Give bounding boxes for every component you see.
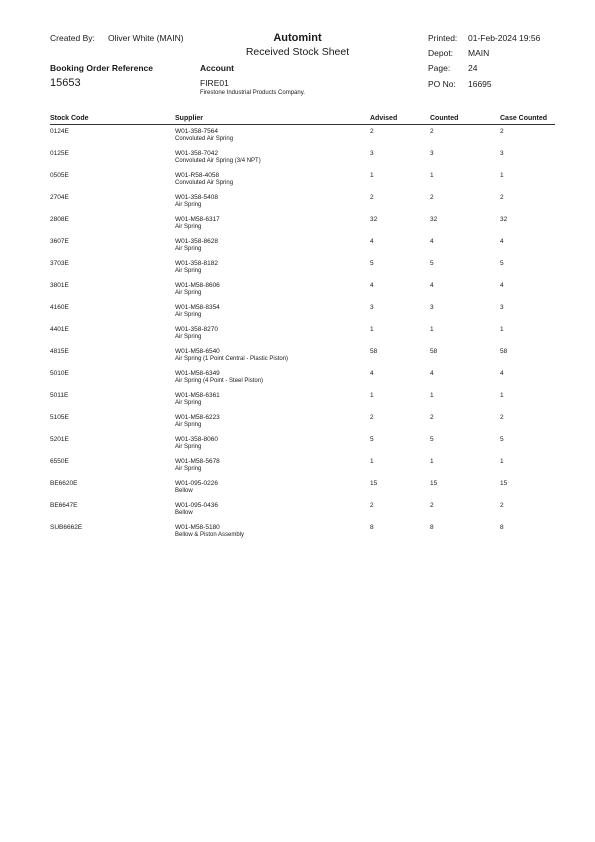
advised-qty: 58: [370, 348, 378, 355]
counted-qty: 1: [430, 326, 434, 333]
case-counted-qty: 1: [500, 172, 504, 179]
table-row: [0, 524, 595, 544]
col-counted: Counted: [430, 115, 459, 122]
stock-code: 0124E: [50, 128, 69, 135]
counted-qty: 3: [430, 150, 434, 157]
case-counted-qty: 1: [500, 326, 504, 333]
case-counted-qty: 58: [500, 348, 508, 355]
case-counted-qty: 2: [500, 502, 504, 509]
advised-qty: 4: [370, 282, 374, 289]
booking-order-label: Booking Order Reference: [50, 63, 153, 73]
company-name: Automint: [273, 32, 322, 44]
stock-code: 5010E: [50, 370, 69, 377]
table-row: [0, 150, 595, 170]
created-by-value: Oliver White (MAIN): [108, 33, 184, 43]
stock-code: BE6620E: [50, 480, 78, 487]
table-row: [0, 370, 595, 390]
stock-code: 5011E: [50, 392, 69, 399]
supplier-code: W01-M58-8606: [175, 282, 220, 289]
advised-qty: 3: [370, 150, 374, 157]
case-counted-qty: 3: [500, 150, 504, 157]
table-row: [0, 216, 595, 236]
case-counted-qty: 2: [500, 128, 504, 135]
created-by-label: Created By:: [50, 33, 95, 43]
case-counted-qty: 5: [500, 436, 504, 443]
stock-code: 3607E: [50, 238, 69, 245]
advised-qty: 2: [370, 128, 374, 135]
table-row: [0, 414, 595, 434]
item-description: Air Spring: [175, 422, 202, 428]
counted-qty: 4: [430, 282, 434, 289]
supplier-code: W01-358-7564: [175, 128, 218, 135]
supplier-code: W01-358-5408: [175, 194, 218, 201]
table-row: [0, 282, 595, 302]
advised-qty: 2: [370, 414, 374, 421]
stock-code: 3703E: [50, 260, 69, 267]
case-counted-qty: 5: [500, 260, 504, 267]
table-row: [0, 348, 595, 368]
stock-code: 4160E: [50, 304, 69, 311]
item-description: Air Spring: [175, 246, 202, 252]
table-row: [0, 238, 595, 258]
stock-code: 4815E: [50, 348, 69, 355]
case-counted-qty: 4: [500, 238, 504, 245]
supplier-code: W01-358-7042: [175, 150, 218, 157]
advised-qty: 1: [370, 326, 374, 333]
item-description: Air Spring: [175, 268, 202, 274]
supplier-code: W01-358-8060: [175, 436, 218, 443]
table-row: [0, 480, 595, 500]
item-description: Air Spring: [175, 290, 202, 296]
supplier-code: W01-358-8628: [175, 238, 218, 245]
counted-qty: 5: [430, 260, 434, 267]
item-description: Air Spring: [175, 334, 202, 340]
col-case-counted: Case Counted: [500, 115, 548, 122]
table-row: [0, 260, 595, 280]
counted-qty: 2: [430, 194, 434, 201]
advised-qty: 1: [370, 392, 374, 399]
item-description: Air Spring: [175, 202, 202, 208]
item-description: Air Spring: [175, 466, 202, 472]
advised-qty: 1: [370, 172, 374, 179]
stock-code: 4401E: [50, 326, 69, 333]
stock-code: 5105E: [50, 414, 69, 421]
supplier-code: W01-M58-6540: [175, 348, 220, 355]
supplier-code: W01-R58-4058: [175, 172, 220, 179]
stock-code: 0505E: [50, 172, 69, 179]
table-row: [0, 502, 595, 522]
sheet-title: Received Stock Sheet: [245, 46, 350, 58]
table-row: [0, 128, 595, 148]
case-counted-qty: 3: [500, 304, 504, 311]
counted-qty: 1: [430, 458, 434, 465]
page-label: Page:: [428, 63, 451, 73]
page-number: 24: [468, 63, 478, 73]
stock-code: SUB6662E: [50, 524, 83, 531]
table-row: [0, 194, 595, 214]
account-label: Account: [200, 63, 234, 73]
case-counted-qty: 32: [500, 216, 508, 223]
item-description: Air Spring: [175, 400, 202, 406]
case-counted-qty: 2: [500, 414, 504, 421]
advised-qty: 15: [370, 480, 378, 487]
counted-qty: 1: [430, 392, 434, 399]
counted-qty: 2: [430, 414, 434, 421]
supplier-code: W01-M58-6349: [175, 370, 220, 377]
col-stock-code: Stock Code: [50, 115, 89, 122]
case-counted-qty: 4: [500, 282, 504, 289]
supplier-company-name: Firestone Industrial Products Company.: [200, 90, 305, 96]
header-divider: [50, 124, 555, 125]
advised-qty: 5: [370, 436, 374, 443]
stock-code: 0125E: [50, 150, 69, 157]
advised-qty: 2: [370, 502, 374, 509]
supplier-code: W01-M58-5180: [175, 524, 220, 531]
printed-value: 01-Feb-2024 19:56: [468, 33, 541, 43]
advised-qty: 4: [370, 238, 374, 245]
advised-qty: 5: [370, 260, 374, 267]
stock-code: 2704E: [50, 194, 69, 201]
depot-label: Depot:: [428, 48, 454, 58]
counted-qty: 5: [430, 436, 434, 443]
item-description: Air Spring: [175, 224, 202, 230]
case-counted-qty: 4: [500, 370, 504, 377]
item-description: Bellow & Piston Assembly: [175, 532, 245, 538]
counted-qty: 3: [430, 304, 434, 311]
counted-qty: 32: [430, 216, 438, 223]
supplier-code: W01-358-8182: [175, 260, 218, 267]
case-counted-qty: 1: [500, 392, 504, 399]
supplier-code: W01-M58-8354: [175, 304, 220, 311]
stock-code: 2808E: [50, 216, 69, 223]
advised-qty: 8: [370, 524, 374, 531]
table-row: [0, 458, 595, 478]
item-description: Convoluted Air Spring (3/4 NPT): [175, 158, 261, 164]
supplier-code: W01-095-0226: [175, 480, 218, 487]
po-number: 16695: [468, 79, 492, 89]
supplier-code: W01-358-8270: [175, 326, 218, 333]
stock-code: 6550E: [50, 458, 69, 465]
stock-code: 3801E: [50, 282, 69, 289]
table-row: [0, 172, 595, 192]
counted-qty: 8: [430, 524, 434, 531]
col-advised: Advised: [370, 115, 398, 122]
booking-order-value: 15653: [50, 77, 81, 89]
supplier-code: W01-M58-6361: [175, 392, 220, 399]
table-row: [0, 436, 595, 456]
account-value: FIRE01: [200, 78, 229, 88]
counted-qty: 4: [430, 370, 434, 377]
advised-qty: 32: [370, 216, 378, 223]
stock-code: BE6647E: [50, 502, 78, 509]
supplier-code: W01-M58-6223: [175, 414, 220, 421]
supplier-code: W01-095-0436: [175, 502, 218, 509]
item-description: Convoluted Air Spring: [175, 136, 234, 142]
item-description: Air Spring (1 Point Central - Plastic Piston): [175, 356, 289, 362]
supplier-code: W01-M58-5678: [175, 458, 220, 465]
advised-qty: 1: [370, 458, 374, 465]
advised-qty: 4: [370, 370, 374, 377]
item-description: Bellow: [175, 488, 193, 494]
depot-value: MAIN: [468, 48, 490, 58]
item-description: Convoluted Air Spring: [175, 180, 234, 186]
counted-qty: 1: [430, 172, 434, 179]
counted-qty: 15: [430, 480, 438, 487]
case-counted-qty: 2: [500, 194, 504, 201]
stock-code: 5201E: [50, 436, 69, 443]
table-row: [0, 326, 595, 346]
counted-qty: 4: [430, 238, 434, 245]
counted-qty: 2: [430, 502, 434, 509]
counted-qty: 2: [430, 128, 434, 135]
case-counted-qty: 1: [500, 458, 504, 465]
item-description: Air Spring: [175, 312, 202, 318]
po-label: PO No:: [428, 79, 456, 89]
advised-qty: 2: [370, 194, 374, 201]
item-description: Air Spring (4 Point - Steel Piston): [175, 378, 264, 384]
case-counted-qty: 15: [500, 480, 508, 487]
item-description: Bellow: [175, 510, 193, 516]
col-supplier: Supplier: [175, 115, 204, 122]
supplier-code: W01-M58-6317: [175, 216, 220, 223]
table-row: [0, 304, 595, 324]
item-description: Air Spring: [175, 444, 202, 450]
printed-label: Printed:: [428, 33, 458, 43]
case-counted-qty: 8: [500, 524, 504, 531]
table-row: [0, 392, 595, 412]
advised-qty: 3: [370, 304, 374, 311]
counted-qty: 58: [430, 348, 438, 355]
